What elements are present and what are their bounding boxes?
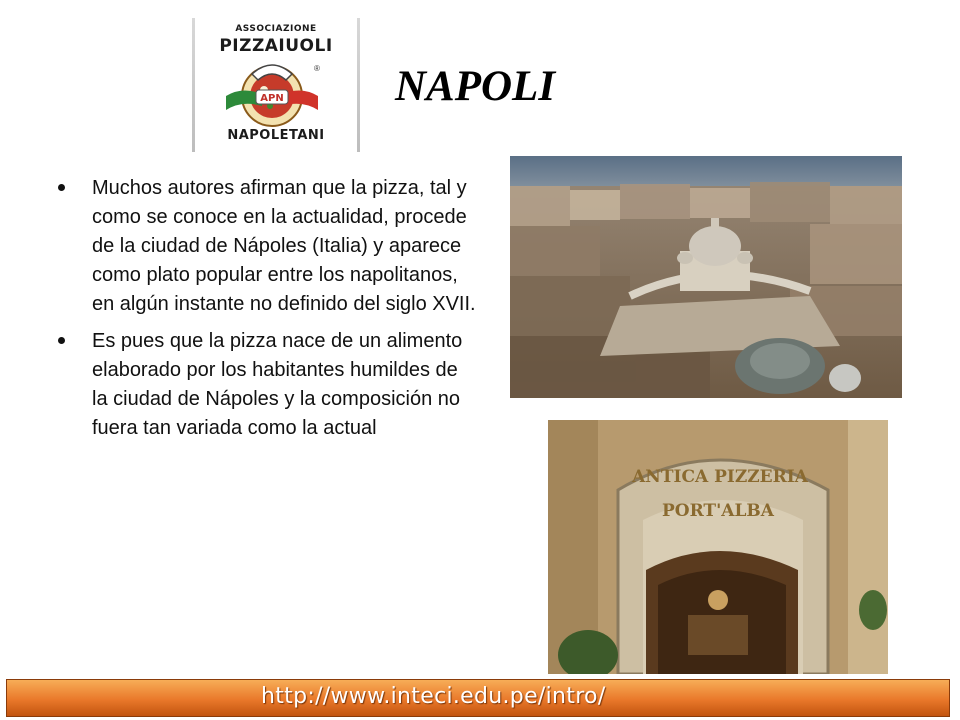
pizzeria-sign-line2: PORT'ALBA bbox=[662, 501, 774, 521]
naples-city-photo bbox=[510, 156, 902, 398]
bullet-dot-icon bbox=[58, 184, 65, 191]
pizzeria-sign-line1: ANTICA PIZZERIA bbox=[632, 467, 808, 487]
slide-title: NAPOLI bbox=[395, 63, 556, 110]
logo-text-pizzaiuoli: PIZZAIUOLI bbox=[219, 36, 333, 56]
registered-mark: ® bbox=[314, 64, 320, 73]
bullet-text: Es pues que la pizza nace de un alimento elaborado por los habitantes humildes de la ciudad de Nápoles y la composición no fuera tan variada como la actual bbox=[92, 330, 463, 439]
pizzeria-entrance-image bbox=[548, 420, 888, 674]
logo-text-napoletani: NAPOLETANI bbox=[227, 128, 325, 143]
naples-aerial-image bbox=[510, 156, 902, 398]
footer-bar bbox=[6, 679, 950, 717]
bullet-dot-icon bbox=[58, 337, 65, 344]
bullet-item bbox=[58, 327, 478, 443]
footer-url-link[interactable]: http://www.inteci.edu.pe/intro/ bbox=[261, 684, 606, 709]
association-logo bbox=[192, 18, 360, 152]
pizzaiolo-emblem-icon bbox=[222, 56, 322, 128]
bullet-item bbox=[58, 174, 478, 319]
logo-badge-text: APN bbox=[260, 93, 284, 104]
logo-text-associazione: ASSOCIAZIONE bbox=[235, 24, 317, 34]
bullet-list bbox=[58, 174, 478, 451]
pizzeria-photo bbox=[548, 420, 888, 674]
bullet-text: Muchos autores afirman que la pizza, tal y como se conoce en la actualidad, procede de la ciudad de Nápoles (Italia) y aparece como plato popular entre los napolitanos, en algún instante no definido del siglo XVII. bbox=[92, 177, 476, 315]
